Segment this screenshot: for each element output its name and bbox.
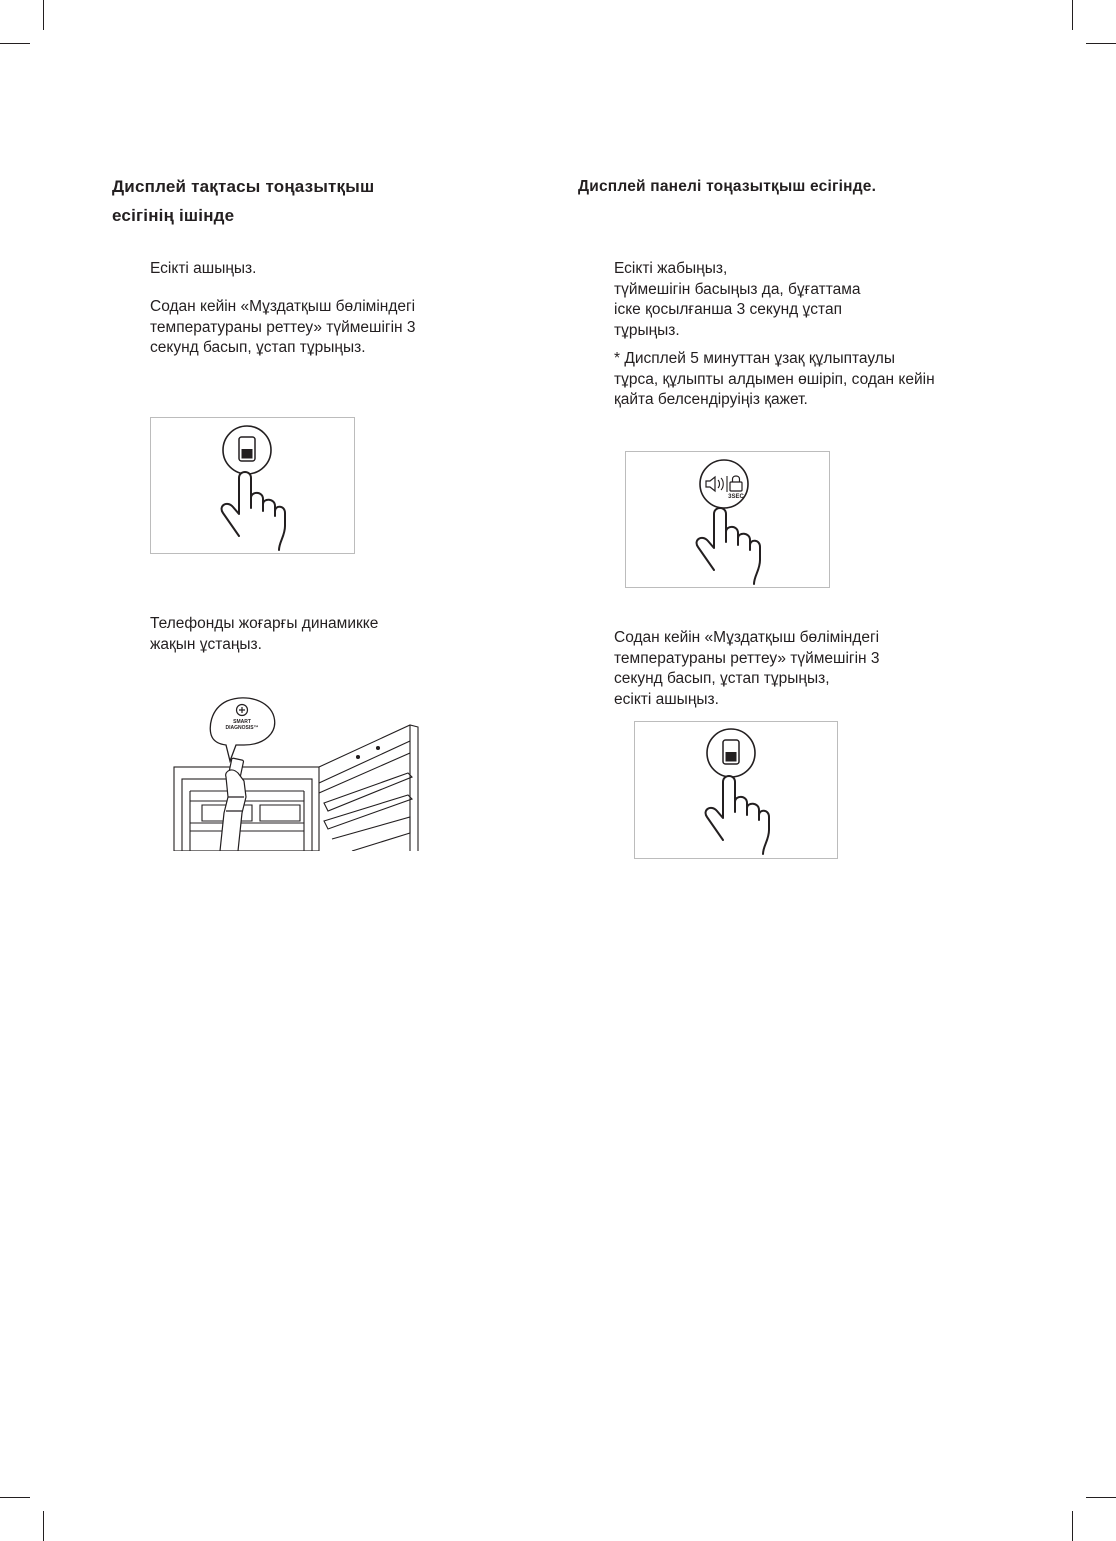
smart-diagnosis-icon bbox=[237, 705, 248, 716]
text-line: тұрса, құлыпты алдымен өшіріп, содан кейін bbox=[614, 370, 935, 388]
freezer-temp-button-icon bbox=[223, 426, 271, 474]
text-line: қайта белсендіруіңіз қажет. bbox=[614, 391, 808, 408]
smart-diagnosis-bubble bbox=[210, 698, 274, 761]
right-section-title: Дисплей панелі тоңазытқыш есігінде. bbox=[578, 178, 877, 195]
text-line: Содан кейін «Мұздатқыш бөліміндегі bbox=[614, 629, 880, 646]
text-line: жақын ұстаңыз. bbox=[150, 635, 262, 653]
left-step-hold-phone bbox=[150, 614, 378, 655]
text-line: Телефонды жоғарғы динамикке bbox=[150, 615, 379, 632]
text-line: Содан кейін «Мұздатқыш бөліміндегі bbox=[150, 298, 416, 315]
smart-diagnosis-label: DIAGNOSIS™ bbox=[225, 725, 259, 731]
text-line: секунд басып, ұстап тұрыңыз, bbox=[614, 670, 830, 687]
crop-mark bbox=[1086, 43, 1116, 44]
right-step-press-button bbox=[614, 628, 880, 710]
text-line: температураны реттеу» түймешігін 3 bbox=[614, 649, 880, 667]
left-title-line: Дисплей тақтасы тоңазытқыш bbox=[112, 177, 375, 196]
left-section-title bbox=[112, 172, 374, 230]
text-line: іске қосылғанша 3 секунд ұстап bbox=[614, 301, 842, 318]
left-step-open-door bbox=[150, 259, 256, 280]
text-line: түймешігін басыңыз да, бұғаттама bbox=[614, 280, 861, 298]
text-line: * Дисплей 5 минуттан ұзақ құлыптаулы bbox=[614, 350, 895, 367]
text-line: температураны реттеу» түймешігін 3 bbox=[150, 318, 416, 336]
text-line: секунд басып, ұстап тұрыңыз. bbox=[150, 339, 366, 356]
text-line: Есікті жабыңыз, bbox=[614, 260, 728, 277]
text-line: тұрыңыз. bbox=[614, 321, 680, 339]
left-step-press-button bbox=[150, 297, 416, 359]
smart-diagnosis-label: SMART bbox=[233, 719, 251, 725]
crop-mark bbox=[1072, 1511, 1073, 1541]
crop-mark bbox=[43, 1511, 44, 1541]
right-step-close-door bbox=[614, 259, 861, 341]
crop-mark bbox=[43, 0, 44, 30]
lock-button-caption: 3SEC bbox=[728, 494, 744, 500]
crop-mark bbox=[0, 1497, 30, 1498]
left-freezer-button-figure bbox=[150, 417, 355, 554]
pointing-hand-icon bbox=[222, 472, 285, 550]
pointing-hand-icon bbox=[706, 776, 769, 854]
crop-mark bbox=[0, 43, 30, 44]
text-line: Есікті ашыңыз. bbox=[150, 260, 257, 277]
pointing-hand-icon bbox=[697, 508, 760, 584]
left-title-line: есігінің ішінде bbox=[112, 206, 235, 225]
crop-mark bbox=[1086, 1497, 1116, 1498]
crop-mark bbox=[1072, 0, 1073, 30]
refrigerator-smart-diagnosis-figure bbox=[172, 693, 428, 851]
right-note-lock bbox=[614, 349, 935, 411]
freezer-temp-button-icon bbox=[707, 729, 755, 777]
right-lock-button-figure bbox=[625, 451, 830, 588]
sound-lock-button-icon bbox=[700, 460, 748, 508]
right-freezer-button-figure bbox=[634, 721, 838, 859]
text-line: есікті ашыңыз. bbox=[614, 690, 719, 708]
